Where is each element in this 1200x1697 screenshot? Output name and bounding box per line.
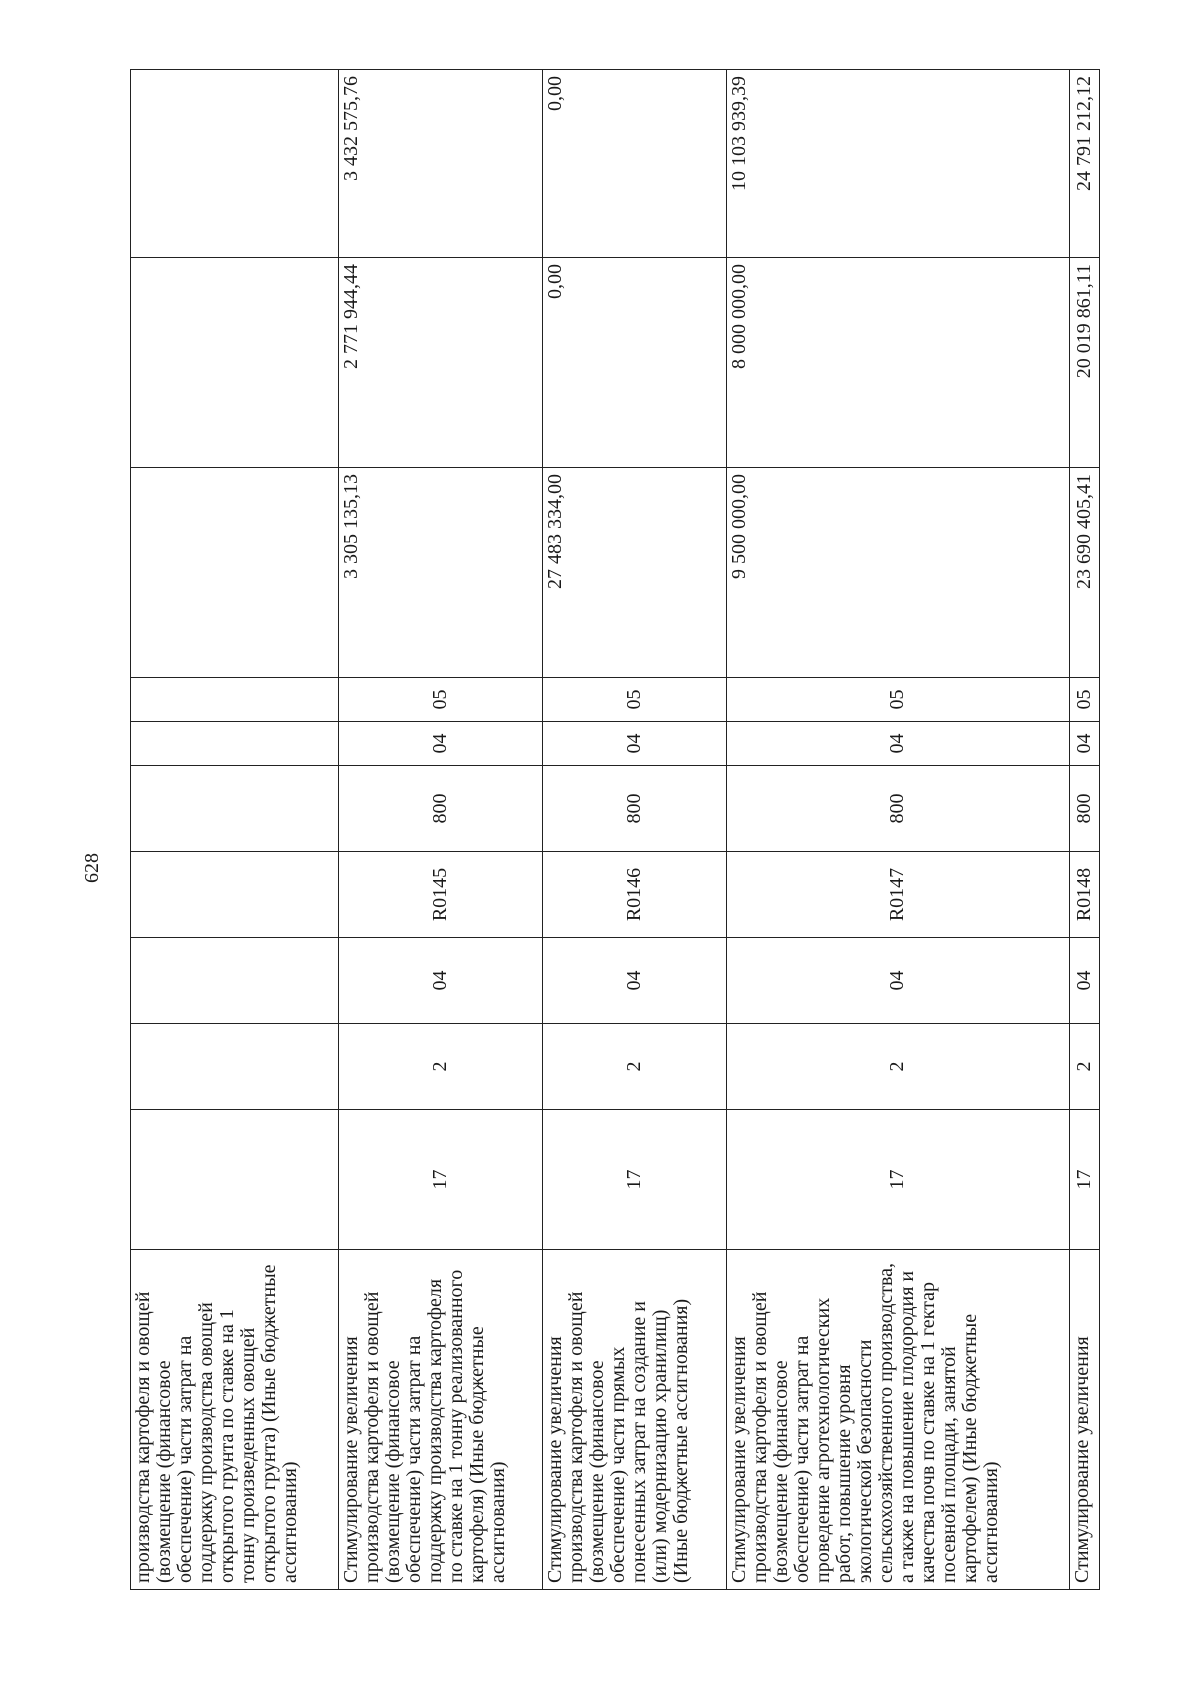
- cell-value-1: 3 305 135,13: [338, 468, 542, 678]
- cell-c5: 800: [726, 766, 1069, 852]
- cell-c6: 04: [338, 722, 542, 766]
- cell-c1: 17: [1069, 1110, 1099, 1250]
- cell-c4: R0148: [1069, 852, 1099, 938]
- budget-table-container: [130, 70, 1100, 1590]
- cell-c4: [131, 852, 339, 938]
- cell-c7: 05: [1069, 678, 1099, 722]
- cell-value-2: 8 000 000,00: [726, 258, 1069, 468]
- cell-c5: 800: [542, 766, 726, 852]
- cell-value-3: 0,00: [542, 70, 726, 258]
- cell-c1: [131, 1110, 339, 1250]
- cell-value-1: 9 500 000,00: [726, 468, 1069, 678]
- cell-c2: 2: [726, 1024, 1069, 1110]
- cell-c5: 800: [1069, 766, 1099, 852]
- row-description: Стимулирование увеличения: [1069, 1250, 1099, 1590]
- cell-c5: [131, 766, 339, 852]
- budget-table: [130, 69, 1100, 1590]
- cell-c4: R0147: [726, 852, 1069, 938]
- cell-c2: 2: [542, 1024, 726, 1110]
- cell-c6: [131, 722, 339, 766]
- row-description: Стимулирование увеличения производства картофеля и овощей (возмещение (финансовое обеспечение) части прямых понесенных затрат на создание и (или) модернизацию хранилищ) (Иные бюджетные ассигнования): [542, 1250, 726, 1590]
- cell-c1: 17: [542, 1110, 726, 1250]
- table-row: [338, 70, 542, 1590]
- cell-c7: 05: [726, 678, 1069, 722]
- cell-c4: R0145: [338, 852, 542, 938]
- cell-c1: 17: [338, 1110, 542, 1250]
- table-row: [1069, 70, 1099, 1590]
- cell-value-3: 3 432 575,76: [338, 70, 542, 258]
- cell-value-2: [131, 258, 339, 468]
- cell-c3: 04: [726, 938, 1069, 1024]
- page-number: 628: [80, 853, 103, 883]
- cell-c2: 2: [338, 1024, 542, 1110]
- cell-value-2: 2 771 944,44: [338, 258, 542, 468]
- cell-c3: 04: [1069, 938, 1099, 1024]
- table-row: [542, 70, 726, 1590]
- cell-c2: 2: [1069, 1024, 1099, 1110]
- cell-c6: 04: [542, 722, 726, 766]
- cell-value-2: 20 019 861,11: [1069, 258, 1099, 468]
- cell-value-3: [131, 70, 339, 258]
- cell-c6: 04: [726, 722, 1069, 766]
- cell-value-1: 27 483 334,00: [542, 468, 726, 678]
- cell-value-3: 24 791 212,12: [1069, 70, 1099, 258]
- table-row: [726, 70, 1069, 1590]
- cell-value-2: 0,00: [542, 258, 726, 468]
- row-description: производства картофеля и овощей (возмещение (финансовое обеспечение) части затрат на поддержку производства овощей открытого грунта по ставке на 1 тонну произведенных овощей открытого грунта) (Иные бюджетные ассигнования): [131, 1250, 339, 1590]
- cell-c2: [131, 1024, 339, 1110]
- cell-c4: R0146: [542, 852, 726, 938]
- cell-value-1: [131, 468, 339, 678]
- cell-value-1: 23 690 405,41: [1069, 468, 1099, 678]
- cell-c6: 04: [1069, 722, 1099, 766]
- cell-c3: 04: [542, 938, 726, 1024]
- cell-c7: 05: [338, 678, 542, 722]
- cell-c3: 04: [338, 938, 542, 1024]
- row-description: Стимулирование увеличения производства картофеля и овощей (возмещение (финансовое обеспечение) части затрат на поддержку производства картофеля по ставке на 1 тонну реализованного картофеля) (Иные бюджетные ассигнования): [338, 1250, 542, 1590]
- cell-c3: [131, 938, 339, 1024]
- cell-c5: 800: [338, 766, 542, 852]
- cell-c7: [131, 678, 339, 722]
- table-row: [131, 70, 339, 1590]
- cell-c1: 17: [726, 1110, 1069, 1250]
- row-description: Стимулирование увеличения производства картофеля и овощей (возмещение (финансовое обеспечение) части затрат на проведение агротехнологических работ, повышение уровня экологической безопасности сельскохозяйственного производства, а также на повышение плодородия и качества почв по ставке на 1 гектар посевной площади, занятой картофелем) (Иные бюджетные ассигнования): [726, 1250, 1069, 1590]
- cell-value-3: 10 103 939,39: [726, 70, 1069, 258]
- cell-c7: 05: [542, 678, 726, 722]
